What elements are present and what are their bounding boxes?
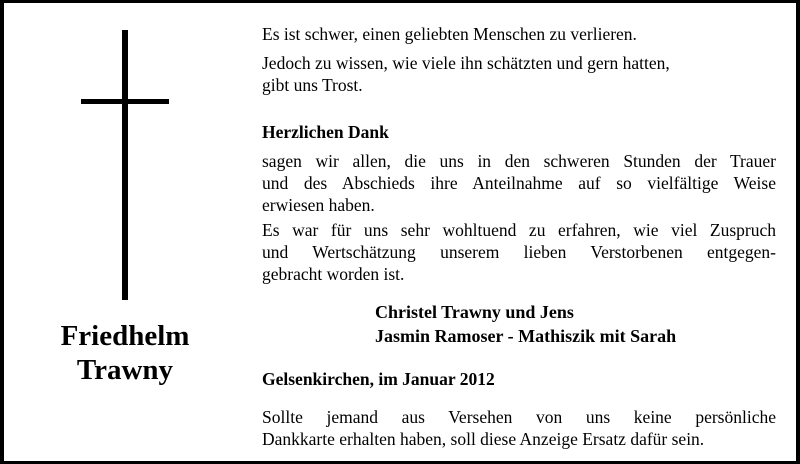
thanks-heading: Herzlichen Dank — [262, 122, 389, 142]
thanks-paragraph-1 — [262, 150, 776, 216]
paragraph-line: Dankkarte erhalten haben, soll diese Anzeige Ersatz dafür sein. — [262, 429, 705, 449]
signature-line-1: Christel Trawny und Jens — [375, 302, 574, 322]
intro-paragraph — [262, 52, 776, 96]
deceased-first-name: Friedhelm — [60, 320, 190, 352]
cross-icon — [122, 30, 128, 300]
thanks-paragraph-2 — [262, 219, 776, 285]
intro-line-1 — [262, 23, 776, 45]
intro-text: gibt uns Trost. — [262, 75, 363, 95]
paragraph-line: gebracht worden ist. — [262, 264, 405, 284]
paragraph-line: sagen wir allen, die uns in den schweren Stunden der Trauer — [262, 151, 776, 171]
intro-text: Es ist schwer, einen geliebten Menschen zu verlieren. — [262, 24, 637, 44]
deceased-last-name: Trawny — [76, 354, 174, 386]
footer-note — [262, 406, 776, 450]
paragraph-line: und Wertschätzung unserem lieben Verstorbenen entgegen- — [262, 242, 776, 262]
paragraph-line: erwiesen haben. — [262, 195, 375, 215]
paragraph-line: Es war für uns sehr wohltuend zu erfahren, wie viel Zuspruch — [262, 220, 776, 240]
cross-bar — [81, 99, 169, 104]
place-date: Gelsenkirchen, im Januar 2012 — [262, 369, 495, 389]
paragraph-line: und des Abschieds ihre Anteilnahme auf so vielfältige Weise — [262, 173, 776, 193]
signature-line-2: Jasmin Ramoser - Mathiszik mit Sarah — [375, 326, 677, 346]
paragraph-line: Sollte jemand aus Versehen von uns keine persönliche — [262, 407, 776, 427]
intro-text: Jedoch zu wissen, wie viele ihn schätzten und gern hatten, — [262, 53, 670, 73]
